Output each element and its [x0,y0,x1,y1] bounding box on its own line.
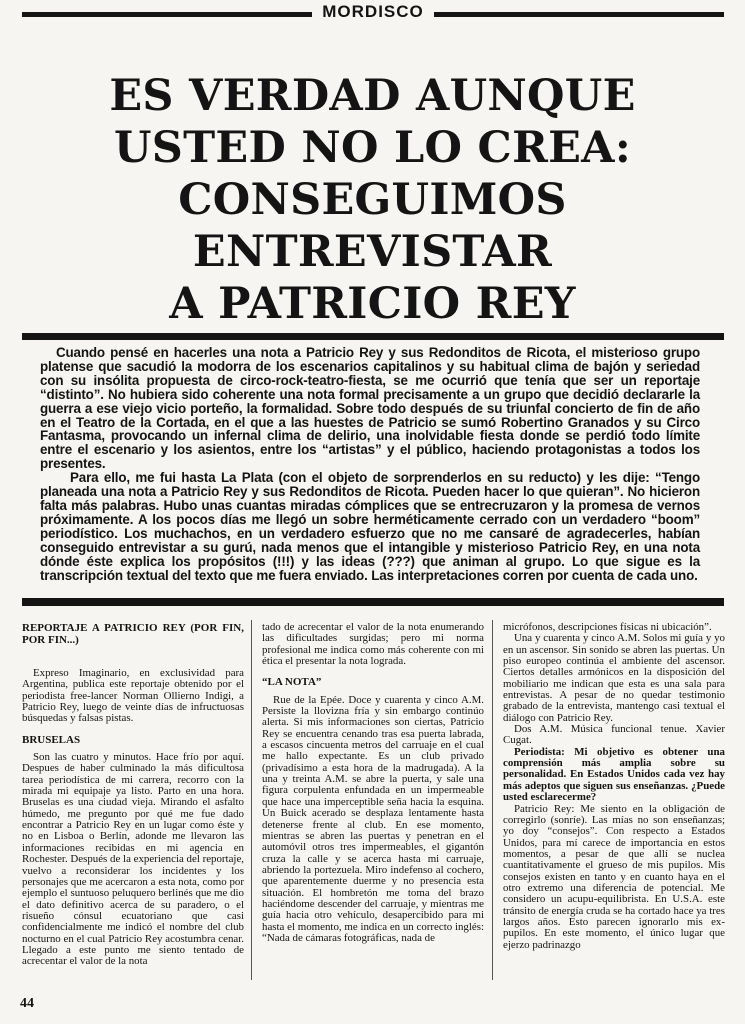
body-paragraph: tado de acrecentar el valor de la nota enumerando las dificultades surgidas; pero mi norma profesional me indica como más coherente con mi ética el presentar la nota lograda. [262,622,484,668]
column-divider [251,620,252,980]
running-header [22,2,724,22]
body-paragraph: Una y cuarenta y cinco A.M. Solos mi guía y yo en un ascensor. Sin sonido se abren las puertas. Un piso europeo continúa el ambiente del ascensor. Ciertos detalles armónicos en la disposición del mobiliario me indican que esta es una sala para entrevistas. A pesar de no quedar testimonio grabado de la entrevista, mantengo casi textual el diálogo con Patricio Rey. [503,632,725,724]
headline-line: ENTREVISTAR [192,227,553,277]
intro-paragraph: Cuando pensé en hacerles una nota a Patricio Rey y sus Redonditos de Ricota, el misterioso grupo platense que sacudió la modorra de los escenarios capitalinos y su habitual clima de bajón y seriedad con su insólita propuesta de circo-rock-teatro-fiesta, se me ocurrió que tenía que ser un reportaje “distinto”. No hubiera sido coherente una nota formal precisamente a un grupo que decidió declararle la guerra a ese viejo vicio porteño, la formalidad. Sobre todo después de su triunfal concierto de fin de año en el Teatro de la Cortada, en el que a las huestes de Patricio se sumó Robertino Granados y su Circo Fantasma, provocando un infernal clima de delirio, una inolvidable fiesta donde se perdió todo límite entre el escenario y los asientos, entre los “artistas” y el público, haciendo protagonistas a todos los presentes. [40,345,700,472]
headline [50,70,695,330]
header-rule-left [22,12,312,17]
body-paragraph: micrófonos, descripciones físicas ni ubicación”. [503,622,712,633]
rule-above-intro [22,333,724,340]
column-3 [503,622,725,972]
section-name: MORDISCO [322,2,424,21]
interview-question: Periodista: Mi objetivo es obtener una comprensión más amplia sobre su personalidad. En Estados Unidos cada vez hay más adeptos que siguen sus enseñanzas. ¿Puede usted esclarecerme? [503,745,725,804]
headline-line: A PATRICIO REY [169,279,576,329]
interview-answer: Patricio Rey: Me siento en la obligación de corregirlo (sonríe). Las mías no son enseñanzas; yo doy “consejos”. Con respecto a Estados Unidos, para mí carece de importancia en estos momentos, a pesar de que allí se nuclea cuantitativamente el grueso de mis pupilos. Mis consejos existen en tanto y en cuanto haya en el otro extremo una diferencia de potencial. Me considero un acupu-equilibrista. En U.S.A. este tránsito de energía cruda se ha cortado hace ya tres largos años. Esto parecen ignorarlo mis ex-pupilos. En este momento, el único lugar que ejerzo padrinazgo [503,802,725,951]
page-number: 44 [20,996,34,1011]
article-kicker: REPORTAJE A PATRICIO REY (POR FIN, POR FIN...) [22,622,244,646]
headline-line: CONSEGUIMOS [178,175,567,225]
body-paragraph: Rue de la Epée. Doce y cuarenta y cinco A.M. Persiste la llovizna fría y sin embargo continúo alerta. Si mis informaciones son ciertas, Patricio Rey se encuentra cenando tras esa puerta labrada, a escasos cincuenta metros del carruaje en el cual me hallo expectante. Es un club privado (privadísimo a esta hora de la madrugada). A la una y treinta A.M. se abre la puerta, y sale una figura corpulenta enfundada en un impermeable que hace una imperceptible seña hacia la esquina. Un Buick acerado se desplaza lentamente hasta detenerse frente al club. En ese momento, mientras se abren las puertas y penetran en el automóvil otros tres impermeables, el gigantón cruza la calle y se acerca hasta mi carruaje, abriendo la portezuela. Miro indefenso al cochero, que aparentemente duerme y no presencia esta situación. El hombretón me toma del brazo haciéndome descender del carruaje, y mientras me guía hacia otro vehículo, desapercibido para mi hasta el momento, me indica en un correcto inglés: “Nada de cámaras fotográficas, nada de [262,693,484,944]
body-paragraph: Expreso Imaginario, en exclusividad para Argentina, publica este reportaje obtenido por el periodista free-lancer Norman Ollierno Indigi, a Patricio Rey, luego de veinte días de infructuosas búsquedas y falsas pistas. [22,667,244,725]
headline-line: ES VERDAD AUNQUE [109,71,636,121]
headline-line: USTED NO LO CREA: [113,123,632,173]
column-divider [492,620,493,980]
intro-paragraph: Para ello, me fui hasta La Plata (con el objeto de sorprenderlos en su reducto) y les dije: “Tengo planeada una nota a Patricio Rey y sus Redonditos de Ricota. Pueden hacer lo que quieran”. No hicieron falta más palabras. Hubo unas cuantas miradas cómplices que se entrecruzaron y la promesa de vernos próximamente. A los pocos días me llegó un sobre herméticamente cerrado con un verdadero “boom” periodístico. Los muchachos, en un verdadero esfuerzo que no me cansaré de agradecerles, habían conseguido entrevistar a su gurú, nada menos que el intangible y misterioso Patricio Rey, en una nota dónde éste explica los propósitos (!!!) y las ideas (???) que animan al grupo. Lo que sigue es la transcripción textual del texto que me fuera enviado. Las interpretaciones corren por cuenta de cada uno. [40,470,700,583]
intro-text [40,346,700,582]
column-1 [22,622,244,972]
body-paragraph: Son las cuatro y minutos. Hace frío por aquí. Despues de haber culminado la más dificultosa tarea periodística de mi carrera, recorro con la mirada mi equipaje ya listo. Parto en una hora. Bruselas es una ciudad vieja. Mirando el asfalto húmedo, me pregunto por qué me fue dado encontrar a Patricio Rey en un lugar como éste y no en Lisboa o Berlín, adonde me llevaron las informaciones recibidas en mi agencia en Rochester. Después de la experiencia del reportaje, vuelvo a reconsiderar los incidentes y los personajes que me acercaron a esta nota, como por ejemplo el suntuoso peluquero berlinés que me dio el dato definitivo acerca de su paradero, o el risueño cónsul ecuatoriano que casi confidencialmente me indicó el nombre del club nocturno en el cual Patricio Rey acostumbra cenar. Llegado a este punto me siento tentado de acrecentar el valor de la nota [22,751,244,968]
header-rule-right [434,12,724,17]
body-paragraph: Dos A.M. Música funcional tenue. Xavier Cugat. [503,723,725,747]
subhead: BRUSELAS [22,733,81,746]
subhead: “LA NOTA” [262,676,322,689]
rule-below-intro [22,598,724,606]
column-2 [262,622,484,972]
